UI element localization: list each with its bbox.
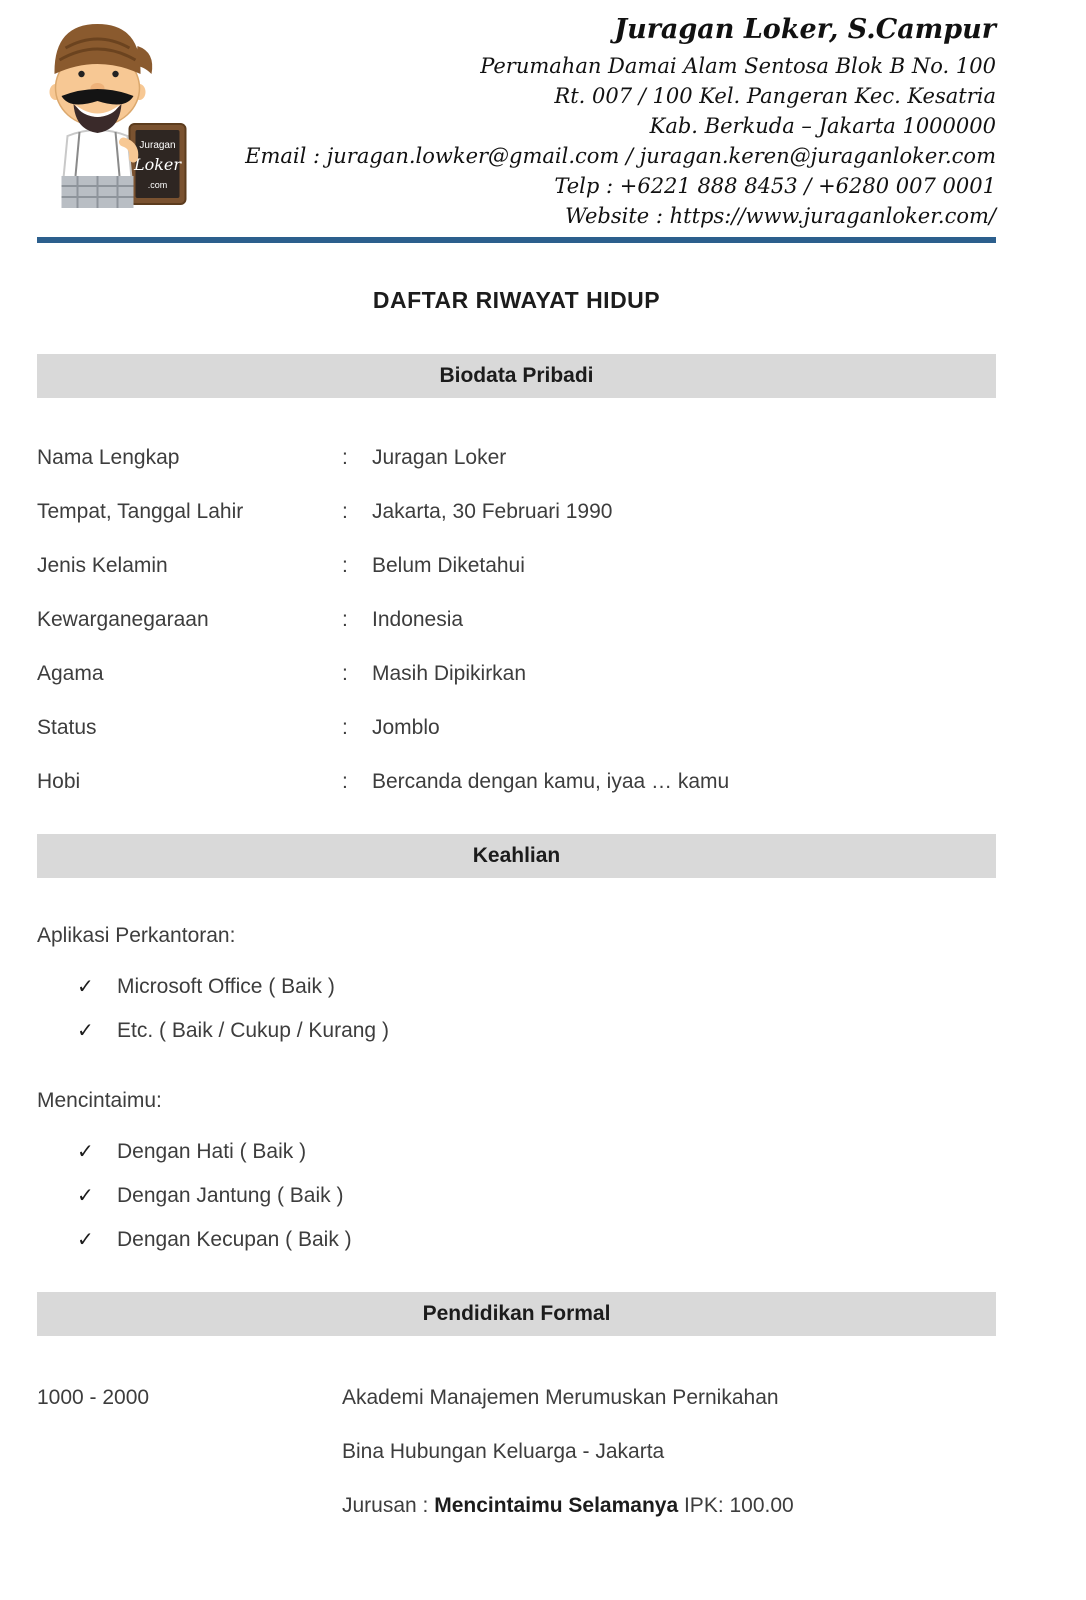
colon-separator: : [342, 500, 348, 523]
biodata-value: Bercanda dengan kamu, iyaa … kamu [372, 770, 730, 793]
education-detail [342, 1386, 996, 1548]
letterhead-address-line-2: Rt. 007 / 100 Kel. Pangeran Kec. Kesatria [554, 84, 996, 108]
skill-item-label: Dengan Kecupan ( Baik ) [117, 1228, 352, 1251]
header-divider [37, 237, 996, 243]
mascot-shirt [64, 130, 132, 178]
biodata-value: Juragan Loker [372, 446, 507, 469]
mascot-eye-left [78, 71, 84, 77]
mascot-logo-image [37, 8, 192, 213]
biodata-label: Jenis Kelamin [37, 554, 168, 577]
skill-item [77, 974, 996, 999]
biodata-label: Tempat, Tanggal Lahir [37, 500, 244, 523]
section-heading-biodata: Biodata Pribadi [37, 354, 996, 398]
letterhead-name: Juragan Loker, S.Campur [614, 14, 996, 45]
letterhead [37, 8, 996, 231]
section-heading-keahlian: Keahlian [37, 834, 996, 878]
education-period: 1000 - 2000 [37, 1386, 150, 1409]
skill-item [77, 1018, 996, 1043]
biodata-table [37, 446, 996, 794]
check-icon: ✓ [77, 976, 94, 998]
letterhead-website-line: Website : https://www.juraganloker.com/ [565, 204, 996, 228]
biodata-label: Hobi [37, 770, 81, 793]
biodata-label: Agama [37, 662, 104, 685]
education-entry [37, 1386, 996, 1548]
colon-separator: : [342, 770, 348, 793]
colon-separator: : [342, 554, 348, 577]
skill-list-mencintaimu [37, 1139, 996, 1252]
biodata-label: Kewarganegaraan [37, 608, 209, 631]
letterhead-phone-line: Telp : +6221 888 8453 / +6280 007 0001 [554, 174, 996, 198]
biodata-value: Masih Dipikirkan [372, 662, 527, 685]
skill-item [77, 1139, 996, 1164]
colon-separator: : [342, 716, 348, 739]
education-major-value: Mencintaimu Selamanya [434, 1494, 679, 1517]
skill-item-label: Microsoft Office ( Baik ) [117, 975, 335, 998]
biodata-row-jenis-kelamin [37, 554, 996, 578]
biodata-label: Nama Lengkap [37, 446, 180, 469]
biodata-row-nama [37, 446, 996, 470]
biodata-value: Jomblo [372, 716, 440, 739]
letterhead-text [192, 8, 996, 231]
skill-item [77, 1227, 996, 1252]
check-icon: ✓ [77, 1141, 94, 1163]
colon-separator: : [342, 662, 348, 685]
check-icon: ✓ [77, 1020, 94, 1042]
letterhead-email-line: Email : juragan.lowker@gmail.com / juragan.keren@juraganloker.com [245, 144, 996, 168]
skill-item-label: Etc. ( Baik / Cukup / Kurang ) [117, 1019, 389, 1042]
education-major-label: Jurusan : [342, 1494, 435, 1517]
education-institution: Bina Hubungan Keluarga - Jakarta [342, 1440, 665, 1463]
skill-item [77, 1183, 996, 1208]
skill-list-aplikasi [37, 974, 996, 1043]
education-gpa: IPK: 100.00 [678, 1494, 794, 1517]
mascot-illustration [37, 8, 192, 213]
biodata-row-kewarganegaraan [37, 608, 996, 632]
skill-item-label: Dengan Hati ( Baik ) [117, 1140, 307, 1163]
biodata-label: Status [37, 716, 97, 739]
biodata-row-status [37, 716, 996, 740]
letterhead-address-line-3: Kab. Berkuda – Jakarta 1000000 [649, 114, 996, 138]
letterhead-address-line-1: Perumahan Damai Alam Sentosa Blok B No. 100 [480, 54, 996, 78]
colon-separator: : [342, 608, 348, 631]
biodata-row-hobi [37, 770, 996, 794]
education-major-line [342, 1494, 996, 1518]
colon-separator: : [342, 446, 348, 469]
check-icon: ✓ [77, 1185, 94, 1207]
skills-section [37, 924, 996, 1252]
document-title: DAFTAR RIWAYAT HIDUP [372, 287, 661, 313]
biodata-value: Indonesia [372, 608, 464, 631]
skill-item-label: Dengan Jantung ( Baik ) [117, 1184, 344, 1207]
skill-group-title-mencintaimu: Mencintaimu: [37, 1089, 162, 1112]
biodata-value: Jakarta, 30 Februari 1990 [372, 500, 613, 523]
section-heading-pendidikan: Pendidikan Formal [37, 1292, 996, 1336]
education-school: Akademi Manajemen Merumuskan Pernikahan [342, 1386, 779, 1409]
biodata-row-agama [37, 662, 996, 686]
biodata-row-ttl [37, 500, 996, 524]
biodata-value: Belum Diketahui [372, 554, 525, 577]
chalkboard-text-line1: Juragan [139, 140, 176, 151]
check-icon: ✓ [77, 1229, 94, 1251]
skill-group-title-aplikasi: Aplikasi Perkantoran: [37, 924, 236, 947]
chalkboard-text-line3: .com [147, 180, 168, 190]
chalkboard-text-line2: Loker [133, 155, 182, 174]
mascot-eye-right [112, 71, 118, 77]
